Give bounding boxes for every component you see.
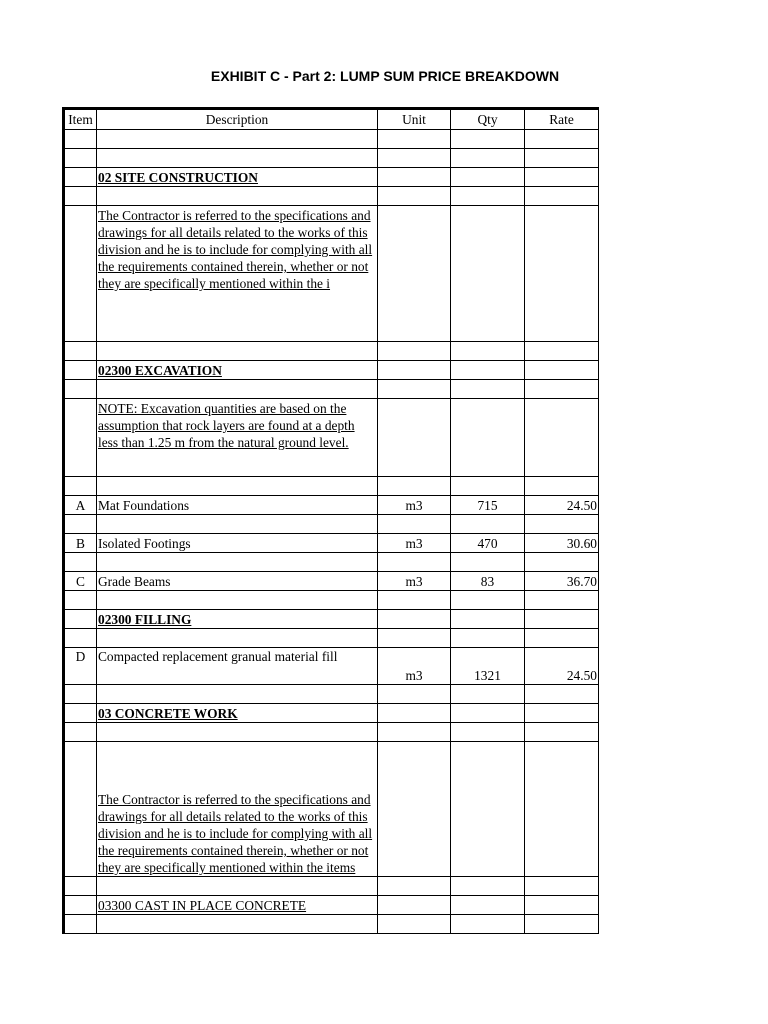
item-rate: 30.60 <box>525 534 599 553</box>
note-row <box>64 399 599 477</box>
empty-row <box>64 130 599 149</box>
empty-row <box>64 187 599 206</box>
item-code: B <box>64 534 97 553</box>
item-qty: 83 <box>451 572 525 591</box>
item-description: Compacted replacement granual material fill <box>97 648 378 685</box>
empty-row <box>64 553 599 572</box>
item-qty: 715 <box>451 496 525 515</box>
item-rate: 24.50 <box>525 496 599 515</box>
section-row <box>64 168 599 187</box>
empty-row <box>64 685 599 704</box>
table-row <box>64 534 599 553</box>
empty-row <box>64 380 599 399</box>
empty-row <box>64 629 599 648</box>
table-header-row <box>64 109 599 130</box>
concrete-work-note: The Contractor is referred to the specifications and drawings for all details related to the works of this division and he is to include for complying with all the requirements contained therein, whether or not they are specifically mentioned within the items <box>97 742 378 877</box>
header-qty: Qty <box>451 109 525 130</box>
item-code: C <box>64 572 97 591</box>
item-code: A <box>64 496 97 515</box>
excavation-note: NOTE: Excavation quantities are based on the assumption that rock layers are found at a depth less than 1.25 m from the natural ground level. <box>97 399 378 477</box>
empty-row <box>64 149 599 168</box>
price-breakdown-table <box>62 107 599 934</box>
section-row <box>64 361 599 380</box>
empty-row <box>64 477 599 496</box>
item-description: Mat Foundations <box>97 496 378 515</box>
item-rate: 36.70 <box>525 572 599 591</box>
section-heading-concrete-work: 03 CONCRETE WORK <box>97 704 378 723</box>
item-qty: 1321 <box>451 648 525 685</box>
item-code: D <box>64 648 97 685</box>
item-rate: 24.50 <box>525 648 599 685</box>
table-row <box>64 572 599 591</box>
site-construction-note: The Contractor is referred to the specifications and drawings for all details related to the works of this division and he is to include for complying with all the requirements contained therein, whether or not they are specifically mentioned within the i <box>97 206 378 342</box>
note-row <box>64 206 599 342</box>
empty-row <box>64 877 599 896</box>
table-row <box>64 496 599 515</box>
section-row <box>64 896 599 915</box>
section-heading-excavation: 02300 EXCAVATION <box>97 361 378 380</box>
item-unit: m3 <box>378 648 451 685</box>
section-heading-filling: 02300 FILLING <box>97 610 378 629</box>
item-description: Grade Beams <box>97 572 378 591</box>
empty-row <box>64 915 599 934</box>
header-rate: Rate <box>525 109 599 130</box>
header-unit: Unit <box>378 109 451 130</box>
item-unit: m3 <box>378 572 451 591</box>
note-row <box>64 742 599 877</box>
empty-row <box>64 591 599 610</box>
table-row <box>64 648 599 685</box>
empty-row <box>64 515 599 534</box>
item-unit: m3 <box>378 496 451 515</box>
section-heading-site-construction: 02 SITE CONSTRUCTION <box>97 168 378 187</box>
section-row <box>64 704 599 723</box>
item-unit: m3 <box>378 534 451 553</box>
empty-row <box>64 723 599 742</box>
page-title: EXHIBIT C - Part 2: LUMP SUM PRICE BREAKDOWN <box>210 68 560 84</box>
section-heading-cast-in-place: 03300 CAST IN PLACE CONCRETE <box>97 896 378 915</box>
item-qty: 470 <box>451 534 525 553</box>
header-item: Item <box>64 109 97 130</box>
section-row <box>64 610 599 629</box>
header-description: Description <box>97 109 378 130</box>
empty-row <box>64 342 599 361</box>
item-description: Isolated Footings <box>97 534 378 553</box>
